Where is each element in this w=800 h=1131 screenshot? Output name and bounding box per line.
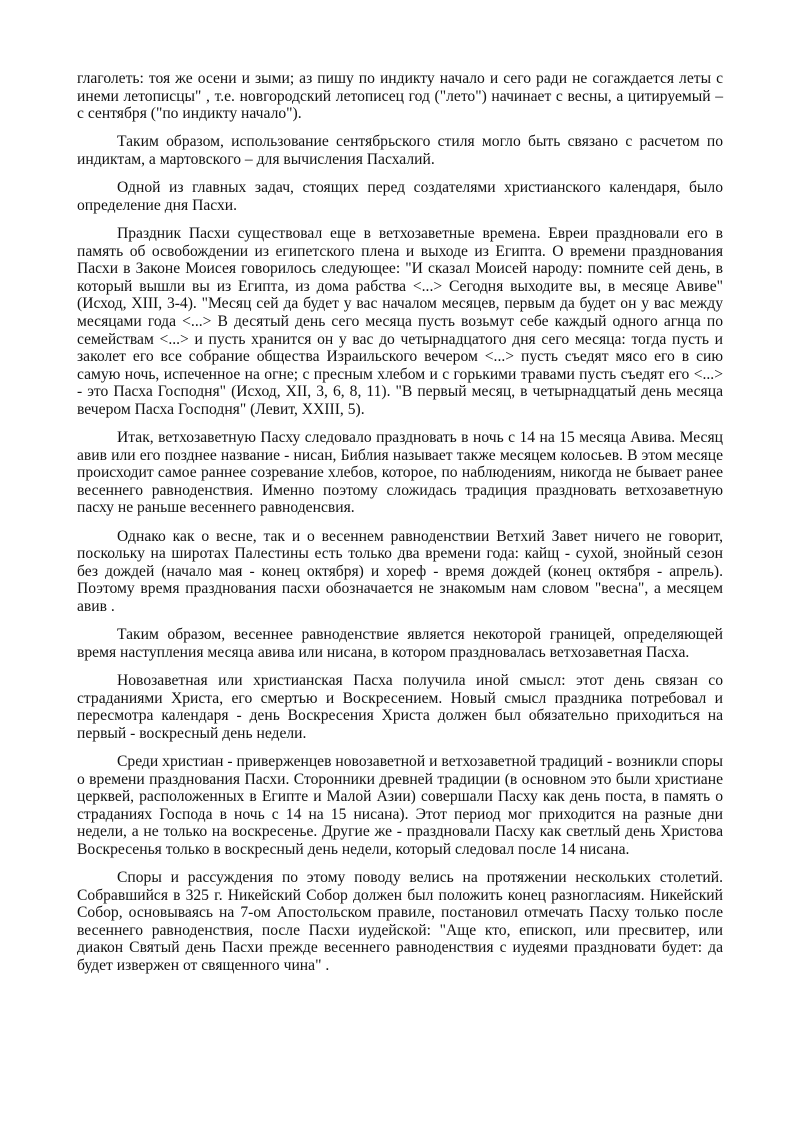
paragraph-10: Споры и рассуждения по этому поводу велись на протяжении нескольких столетий. Собравшийся в 325 г. Никейский Собор должен был положить конец разногласиям. Никейский Собор, основываясь на 7-ом Апостольском правиле, постановил отмечать Пасху только после весеннего равноденствия, после Пасхи иудейской: "Аще кто, епископ, или пресвитер, или диакон Святый день Пасхи прежде весеннего равноденствия с иудеями праздновати будет: да будет извержен от священного чина" . (77, 869, 723, 975)
paragraph-2: Таким образом, использование сентябрьского стиля могло быть связано с расчетом по индиктам, а мартовского – для вычисления Пасхалий. (77, 133, 723, 168)
paragraph-3: Одной из главных задач, стоящих перед создателями христианского календаря, было определение дня Пасхи. (77, 179, 723, 214)
paragraph-7: Таким образом, весеннее равноденствие является некоторой границей, определяющей время наступления месяца авива или нисана, в котором праздновалась ветхозаветная Пасха. (77, 626, 723, 661)
paragraph-1: глаголеть: тоя же осени и зыми; аз пишу по индикту начало и сего ради не согаждается леты с инеми летописцы" , т.е. новгородский летописец год ("лето") начинает с весны, а цитируемый – с сентября ("по индикту начало"). (77, 70, 723, 123)
paragraph-6: Однако как о весне, так и о весеннем равноденствии Ветхий Завет ничего не говорит, поскольку на широтах Палестины есть только два времени года: кайщ - сухой, знойный сезон без дождей (начало мая - конец октября) и хореф - время дождей (конец октября - апрель). Поэтому время празднования пасхи обозначается не знакомым нам словом "весна", а месяцем авив . (77, 527, 723, 615)
paragraph-4: Праздник Пасхи существовал еще в ветхозаветные времена. Евреи праздновали его в память об освобождении из египетского плена и выходе из Египта. О времени празднования Пасхи в Законе Моисея говорилось следующее: "И сказал Моисей народу: помните сей день, в который вышли вы из Египта, из дома рабства <...> Сегодня выходите вы, в месяце Авиве" (Исход, XIII, 3-4). "Месяц сей да будет у вас началом месяцев, первым да будет он у вас между месяцами года <...> В десятый день сего месяца пусть возьмут себе каждый одного агнца по семействам <...> и пусть хранится он у вас до четырнадцатого дня сего месяца: тогда пусть и заколет его все собрание общества Израильского вечером <...> пусть съедят мясо его в сию самую ночь, испеченное на огне; с пресным хлебом и с горькими травами пусть съедят его <...> - это Пасха Господня" (Исход, XII, 3, 6, 8, 11). "В первый месяц, в четырнадцатый день месяца вечером Пасха Господня" (Левит, XXIII, 5). (77, 224, 723, 418)
paragraph-9: Среди христиан - приверженцев новозаветной и ветхозаветной традиций - возникли споры о времени празднования Пасхи. Сторонники древней традиции (в основном это были христиане церквей, расположенных в Египте и Малой Азии) совершали Пасху как день поста, в память о страданиях Господа в ночь с 14 на 15 нисана). Этот период мог приходится на разные дни недели, а не только на воскресенье. Другие же - праздновали Пасху как светлый день Христова Воскресенья только в воскресный день недели, который следовал после 14 нисана. (77, 752, 723, 858)
document-page (77, 70, 723, 985)
paragraph-8: Новозаветная или христианская Пасха получила иной смысл: этот день связан со страданиями Христа, его смертью и Воскресением. Новый смысл праздника потребовал и пересмотра календаря - день Воскресения Христа должен был обязательно приходиться на первый - воскресный день недели. (77, 671, 723, 742)
paragraph-5: Итак, ветхозаветную Пасху следовало праздновать в ночь с 14 на 15 месяца Авива. Месяц авив или его позднее название - нисан, Библия называет также месяцем колосьев. В этом месяце происходит самое раннее созревание хлебов, которое, по наблюдениям, никогда не бывает ранее весеннего равноденствия. Именно поэтому сложидась традиция праздновать ветхозаветную пасху не раньше весеннего равноденсвия. (77, 429, 723, 517)
